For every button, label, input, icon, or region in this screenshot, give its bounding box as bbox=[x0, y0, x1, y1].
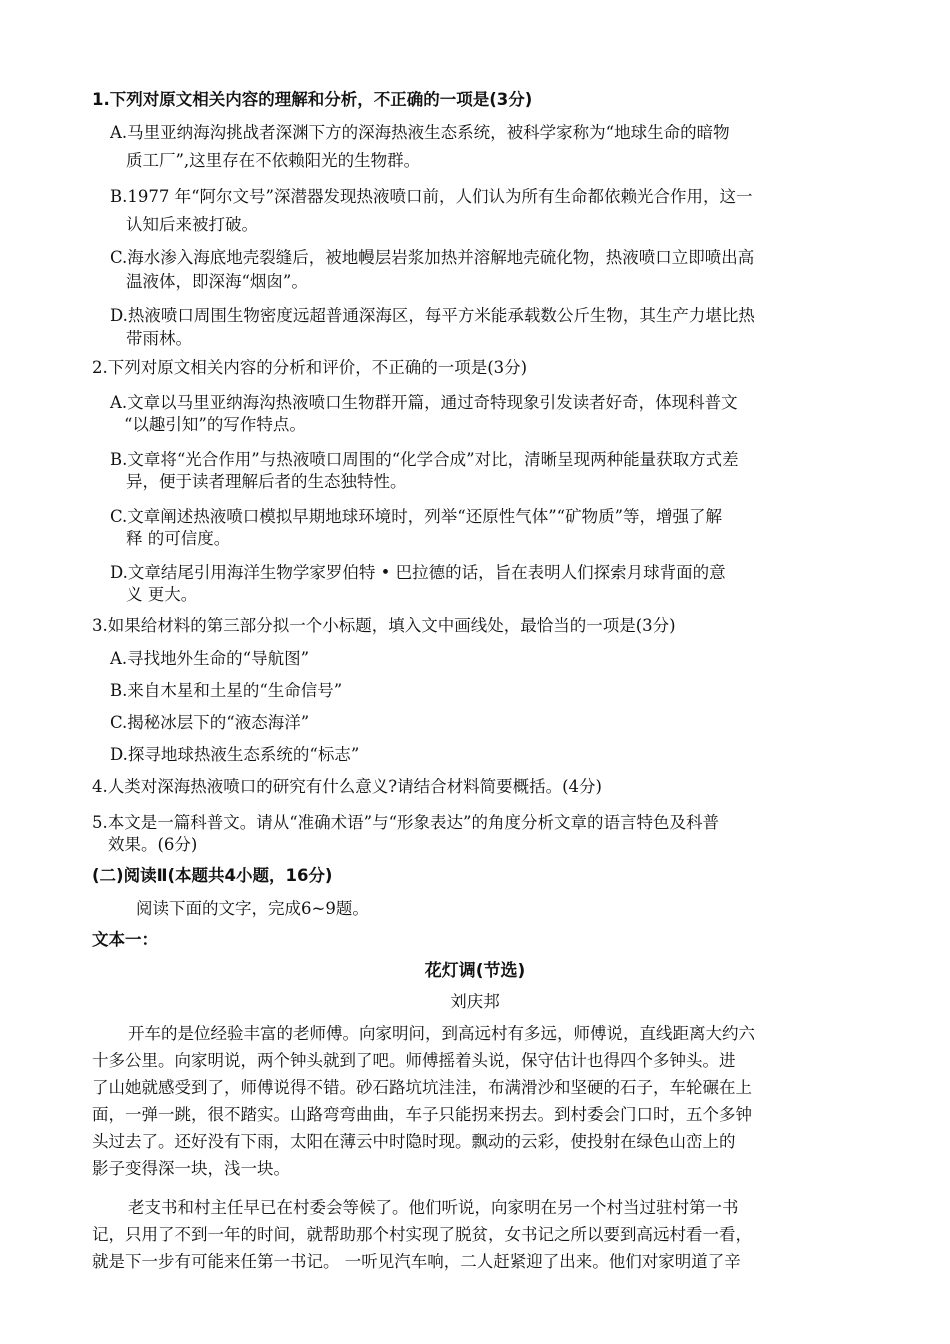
question-5-stem: 5.本文是一篇科普文。请从“准确术语”与“形象表达”的角度分析文章的语言特色及科普 bbox=[92, 813, 719, 832]
question-2-option-a-cont: “以趣引知”的写作特点。 bbox=[124, 415, 306, 434]
story-author: 刘庆邦 bbox=[450, 992, 500, 1011]
question-5-stem-cont: 效果。(6分) bbox=[108, 835, 198, 854]
section-2-instruction: 阅读下面的文字，完成6~9题。 bbox=[136, 899, 369, 918]
question-2-option-b: B.文章将“光合作用”与热液喷口周围的“化学合成”对比，清晰呈现两种能量获取方式差 bbox=[110, 450, 739, 469]
question-2-option-c: C.文章阐述热液喷口模拟早期地球环境时，列举“还原性气体”“矿物质”等，增强了解 bbox=[110, 507, 723, 526]
question-1-option-b: B.1977 年“阿尔文号”深潜器发现热液喷口前，人们认为所有生命都依赖光合作用，这一 bbox=[110, 187, 753, 206]
story-paragraph-1-line: 头过去了。还好没有下雨，太阳在薄云中时隐时现。飘动的云彩，使投射在绿色山峦上的 bbox=[92, 1132, 736, 1151]
question-4-stem: 4.人类对深海热液喷口的研究有什么意义?请结合材料简要概括。(4分) bbox=[92, 777, 602, 796]
question-3-option-c: C.揭秘冰层下的“液态海洋” bbox=[110, 713, 310, 732]
story-paragraph-2-line: 老支书和村主任早已在村委会等候了。他们听说，向家明在另一个村当过驻村第一书 bbox=[128, 1198, 739, 1217]
story-paragraph-1-line: 十多公里。向家明说，两个钟头就到了吧。师傅摇着头说，保守估计也得四个多钟头。进 bbox=[92, 1051, 736, 1070]
question-1-option-a-cont: 质工厂”,这里存在不依赖阳光的生物群。 bbox=[126, 151, 421, 170]
question-1-option-d-cont: 带雨林。 bbox=[126, 329, 192, 348]
question-2-option-c-cont: 释 的可信度。 bbox=[126, 529, 231, 548]
story-paragraph-2-line: 就是下一步有可能来任第一书记。 一听见汽车响，二人赶紧迎了出来。他们对家明道了辛 bbox=[92, 1252, 741, 1271]
question-2-option-b-cont: 异，便于读者理解后者的生态独特性。 bbox=[126, 472, 407, 491]
story-paragraph-1-line: 了山她就感受到了，师傅说得不错。砂石路坑坑洼洼，布满滑沙和坚硬的石子，车轮碾在上 bbox=[92, 1078, 752, 1097]
question-1-option-c: C.海水渗入海底地壳裂缝后，被地幔层岩浆加热并溶解地壳硫化物，热液喷口立即喷出高 bbox=[110, 248, 755, 267]
question-2-stem: 2.下列对原文相关内容的分析和评价，不正确的一项是(3分) bbox=[92, 358, 528, 377]
question-1-option-c-cont: 温液体，即深海“烟囱”。 bbox=[126, 272, 308, 291]
story-paragraph-1-line: 开车的是位经验丰富的老师傅。向家明问，到高远村有多远，师傅说，直线距离大约六 bbox=[128, 1024, 755, 1043]
question-3-option-b: B.来自木星和土星的“生命信号” bbox=[110, 681, 343, 700]
question-1-option-b-cont: 认知后来被打破。 bbox=[126, 215, 258, 234]
question-2-option-d: D.文章结尾引用海洋生物学家罗伯特 • 巴拉德的话，旨在表明人们探索月球背面的意 bbox=[110, 563, 726, 582]
question-2-option-a: A.文章以马里亚纳海沟热液喷口生物群开篇，通过奇特现象引发读者好奇，体现科普文 bbox=[110, 393, 738, 412]
story-paragraph-1-line: 面，一弹一跳，很不踏实。山路弯弯曲曲，车子只能拐来拐去。到村委会门口时，五个多钟 bbox=[92, 1105, 752, 1124]
question-1-stem: 1.下列对原文相关内容的理解和分析，不正确的一项是(3分) bbox=[92, 90, 533, 109]
story-title: 花灯调(节选) bbox=[424, 961, 526, 981]
question-1-option-a: A.马里亚纳海沟挑战者深渊下方的深海热液生态系统，被科学家称为“地球生命的暗物 bbox=[110, 123, 730, 142]
story-paragraph-2-line: 记，只用了不到一年的时间，就帮助那个村实现了脱贫，女书记之所以要到高远村看一看， bbox=[92, 1225, 752, 1244]
question-3-option-d: D.探寻地球热液生态系统的“标志” bbox=[110, 745, 360, 764]
question-1-option-d: D.热液喷口周围生物密度远超普通深海区，每平方米能承载数公斤生物，其生产力堪比热 bbox=[110, 306, 755, 325]
story-paragraph-1-line: 影子变得深一块，浅一块。 bbox=[92, 1159, 290, 1178]
question-2-option-d-cont: 义 更大。 bbox=[126, 585, 198, 604]
question-3-option-a: A.寻找地外生命的“导航图” bbox=[110, 649, 310, 668]
section-2-heading: (二)阅读Ⅱ(本题共4小题，16分) bbox=[92, 866, 333, 885]
question-3-stem: 3.如果给材料的第三部分拟一个小标题，填入文中画线处，最恰当的一项是(3分) bbox=[92, 616, 676, 635]
text-one-label: 文本一： bbox=[92, 930, 158, 949]
